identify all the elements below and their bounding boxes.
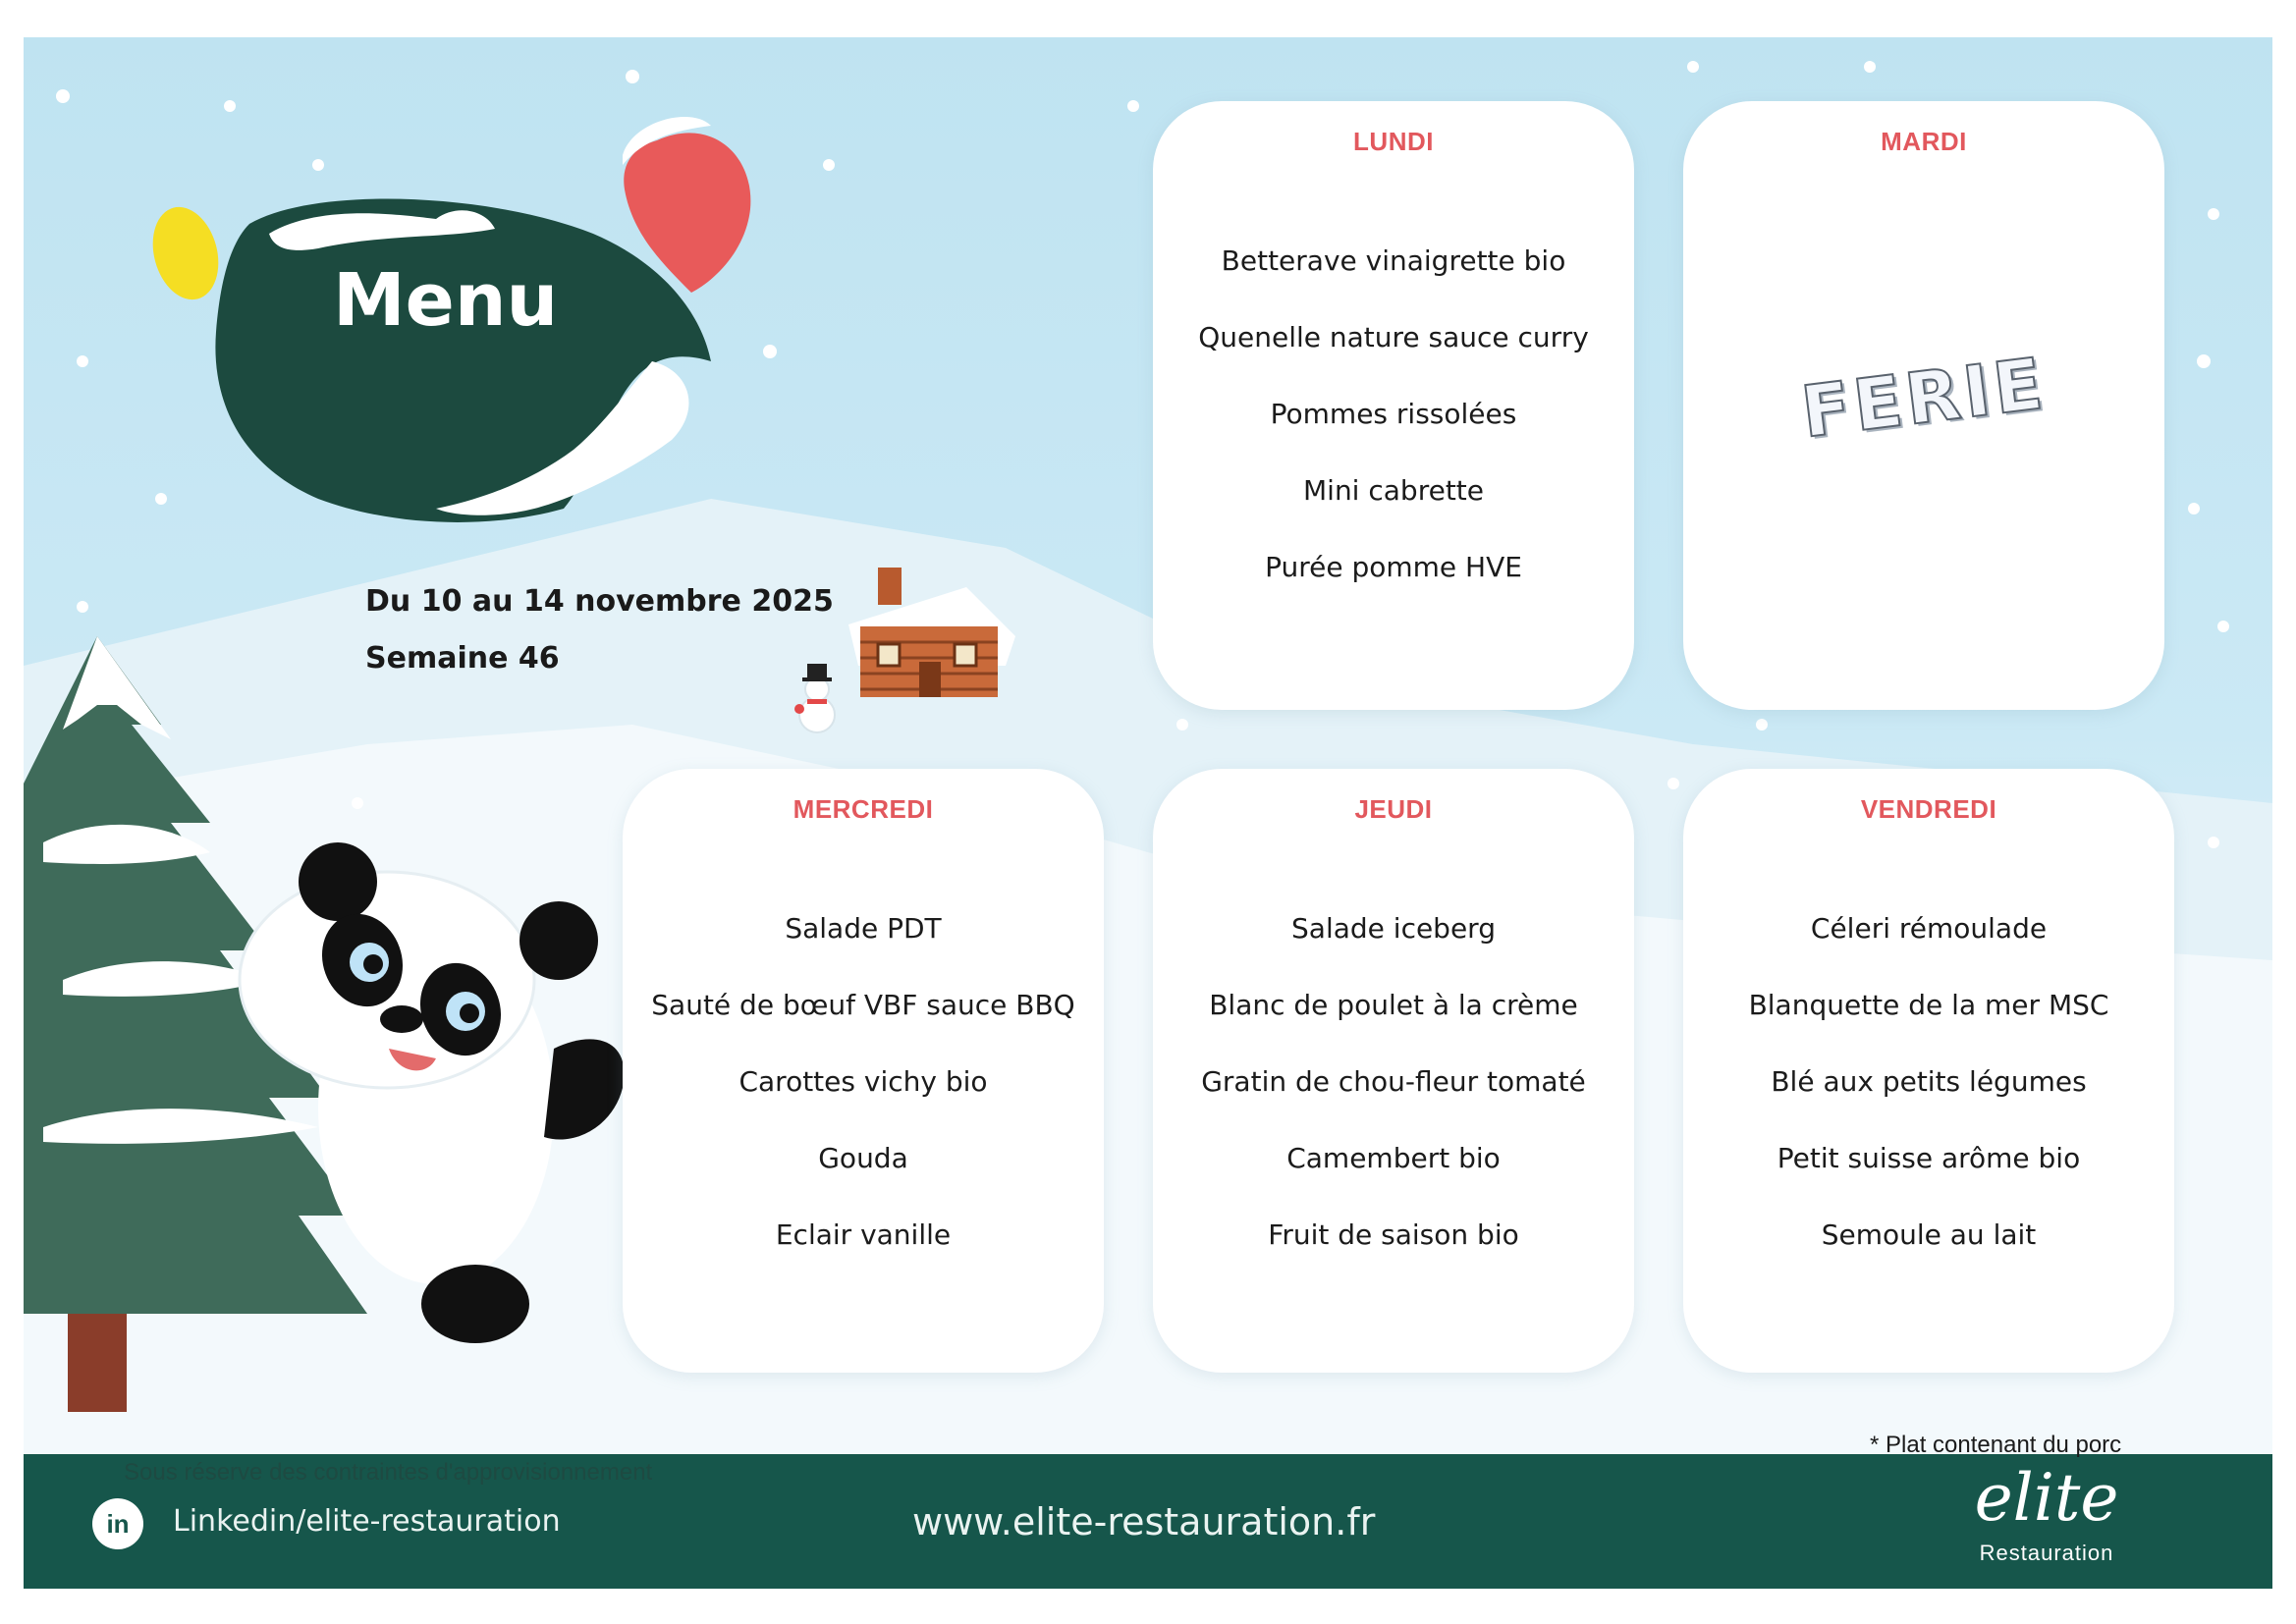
dish-item: Salade iceberg	[1291, 912, 1496, 945]
dish-item: Sauté de bœuf VBF sauce BBQ	[651, 989, 1075, 1021]
day-heading: MERCREDI	[793, 794, 934, 824]
dish-item: Blanc de poulet à la crème	[1209, 989, 1578, 1021]
date-range	[365, 573, 834, 687]
dish-item: Eclair vanille	[775, 1218, 952, 1251]
dish-item: Petit suisse arôme bio	[1777, 1142, 2081, 1174]
linkedin-link[interactable]: Linkedin/elite-restauration	[173, 1504, 561, 1539]
dish-item: Betterave vinaigrette bio	[1221, 244, 1566, 277]
dish-list	[1153, 244, 1634, 627]
dish-item: Purée pomme HVE	[1265, 551, 1522, 583]
day-heading: MARDI	[1881, 127, 1967, 156]
day-heading: JEUDI	[1354, 794, 1433, 824]
dish-item: Quenelle nature sauce curry	[1198, 321, 1589, 353]
dish-item: Gouda	[818, 1142, 908, 1174]
page-title: Menu	[333, 258, 559, 343]
pork-note: * Plat contenant du porc	[1870, 1432, 2122, 1458]
dish-item: Salade PDT	[785, 912, 942, 945]
dish-item: Carottes vichy bio	[738, 1065, 988, 1098]
dish-item: Gratin de chou-fleur tomaté	[1201, 1065, 1586, 1098]
dish-item: Semoule au lait	[1821, 1218, 2037, 1251]
yellow-balloon-icon	[143, 199, 229, 306]
dish-item: Blé aux petits légumes	[1771, 1065, 2087, 1098]
day-heading: LUNDI	[1353, 127, 1434, 156]
menu-blob-shape	[215, 199, 711, 522]
brand-name: elite	[1974, 1460, 2119, 1536]
dish-item: Mini cabrette	[1303, 474, 1484, 507]
day-card-mercredi	[623, 769, 1104, 1373]
day-card-mardi	[1683, 101, 2164, 710]
dish-item: Pommes rissolées	[1270, 398, 1517, 430]
dish-item: Camembert bio	[1286, 1142, 1501, 1174]
date-range-text: Du 10 au 14 novembre 2025	[365, 584, 834, 619]
day-card-jeudi	[1153, 769, 1634, 1373]
linkedin-icon[interactable]: in	[92, 1498, 143, 1549]
day-card-vendredi	[1683, 769, 2174, 1373]
day-heading: VENDREDI	[1860, 794, 1997, 824]
week-number: Semaine 46	[365, 641, 560, 676]
dish-item: Fruit de saison bio	[1268, 1218, 1519, 1251]
day-card-lundi	[1153, 101, 1634, 710]
website-link[interactable]: www.elite-restauration.fr	[912, 1500, 1376, 1543]
dish-item: Blanquette de la mer MSC	[1748, 989, 2109, 1021]
dish-list	[1153, 912, 1634, 1295]
menu-poster	[24, 37, 2272, 1589]
supply-note: Sous réserve des contraintes d'approvisionnement	[124, 1459, 653, 1486]
brand-subtitle: Restauration	[1979, 1541, 2114, 1565]
dish-list	[623, 912, 1104, 1295]
dish-list	[1683, 912, 2174, 1295]
dish-item: Céleri rémoulade	[1810, 912, 2048, 945]
holiday-label: FERIE	[1796, 342, 2051, 454]
brand-logo	[1948, 1456, 2145, 1566]
